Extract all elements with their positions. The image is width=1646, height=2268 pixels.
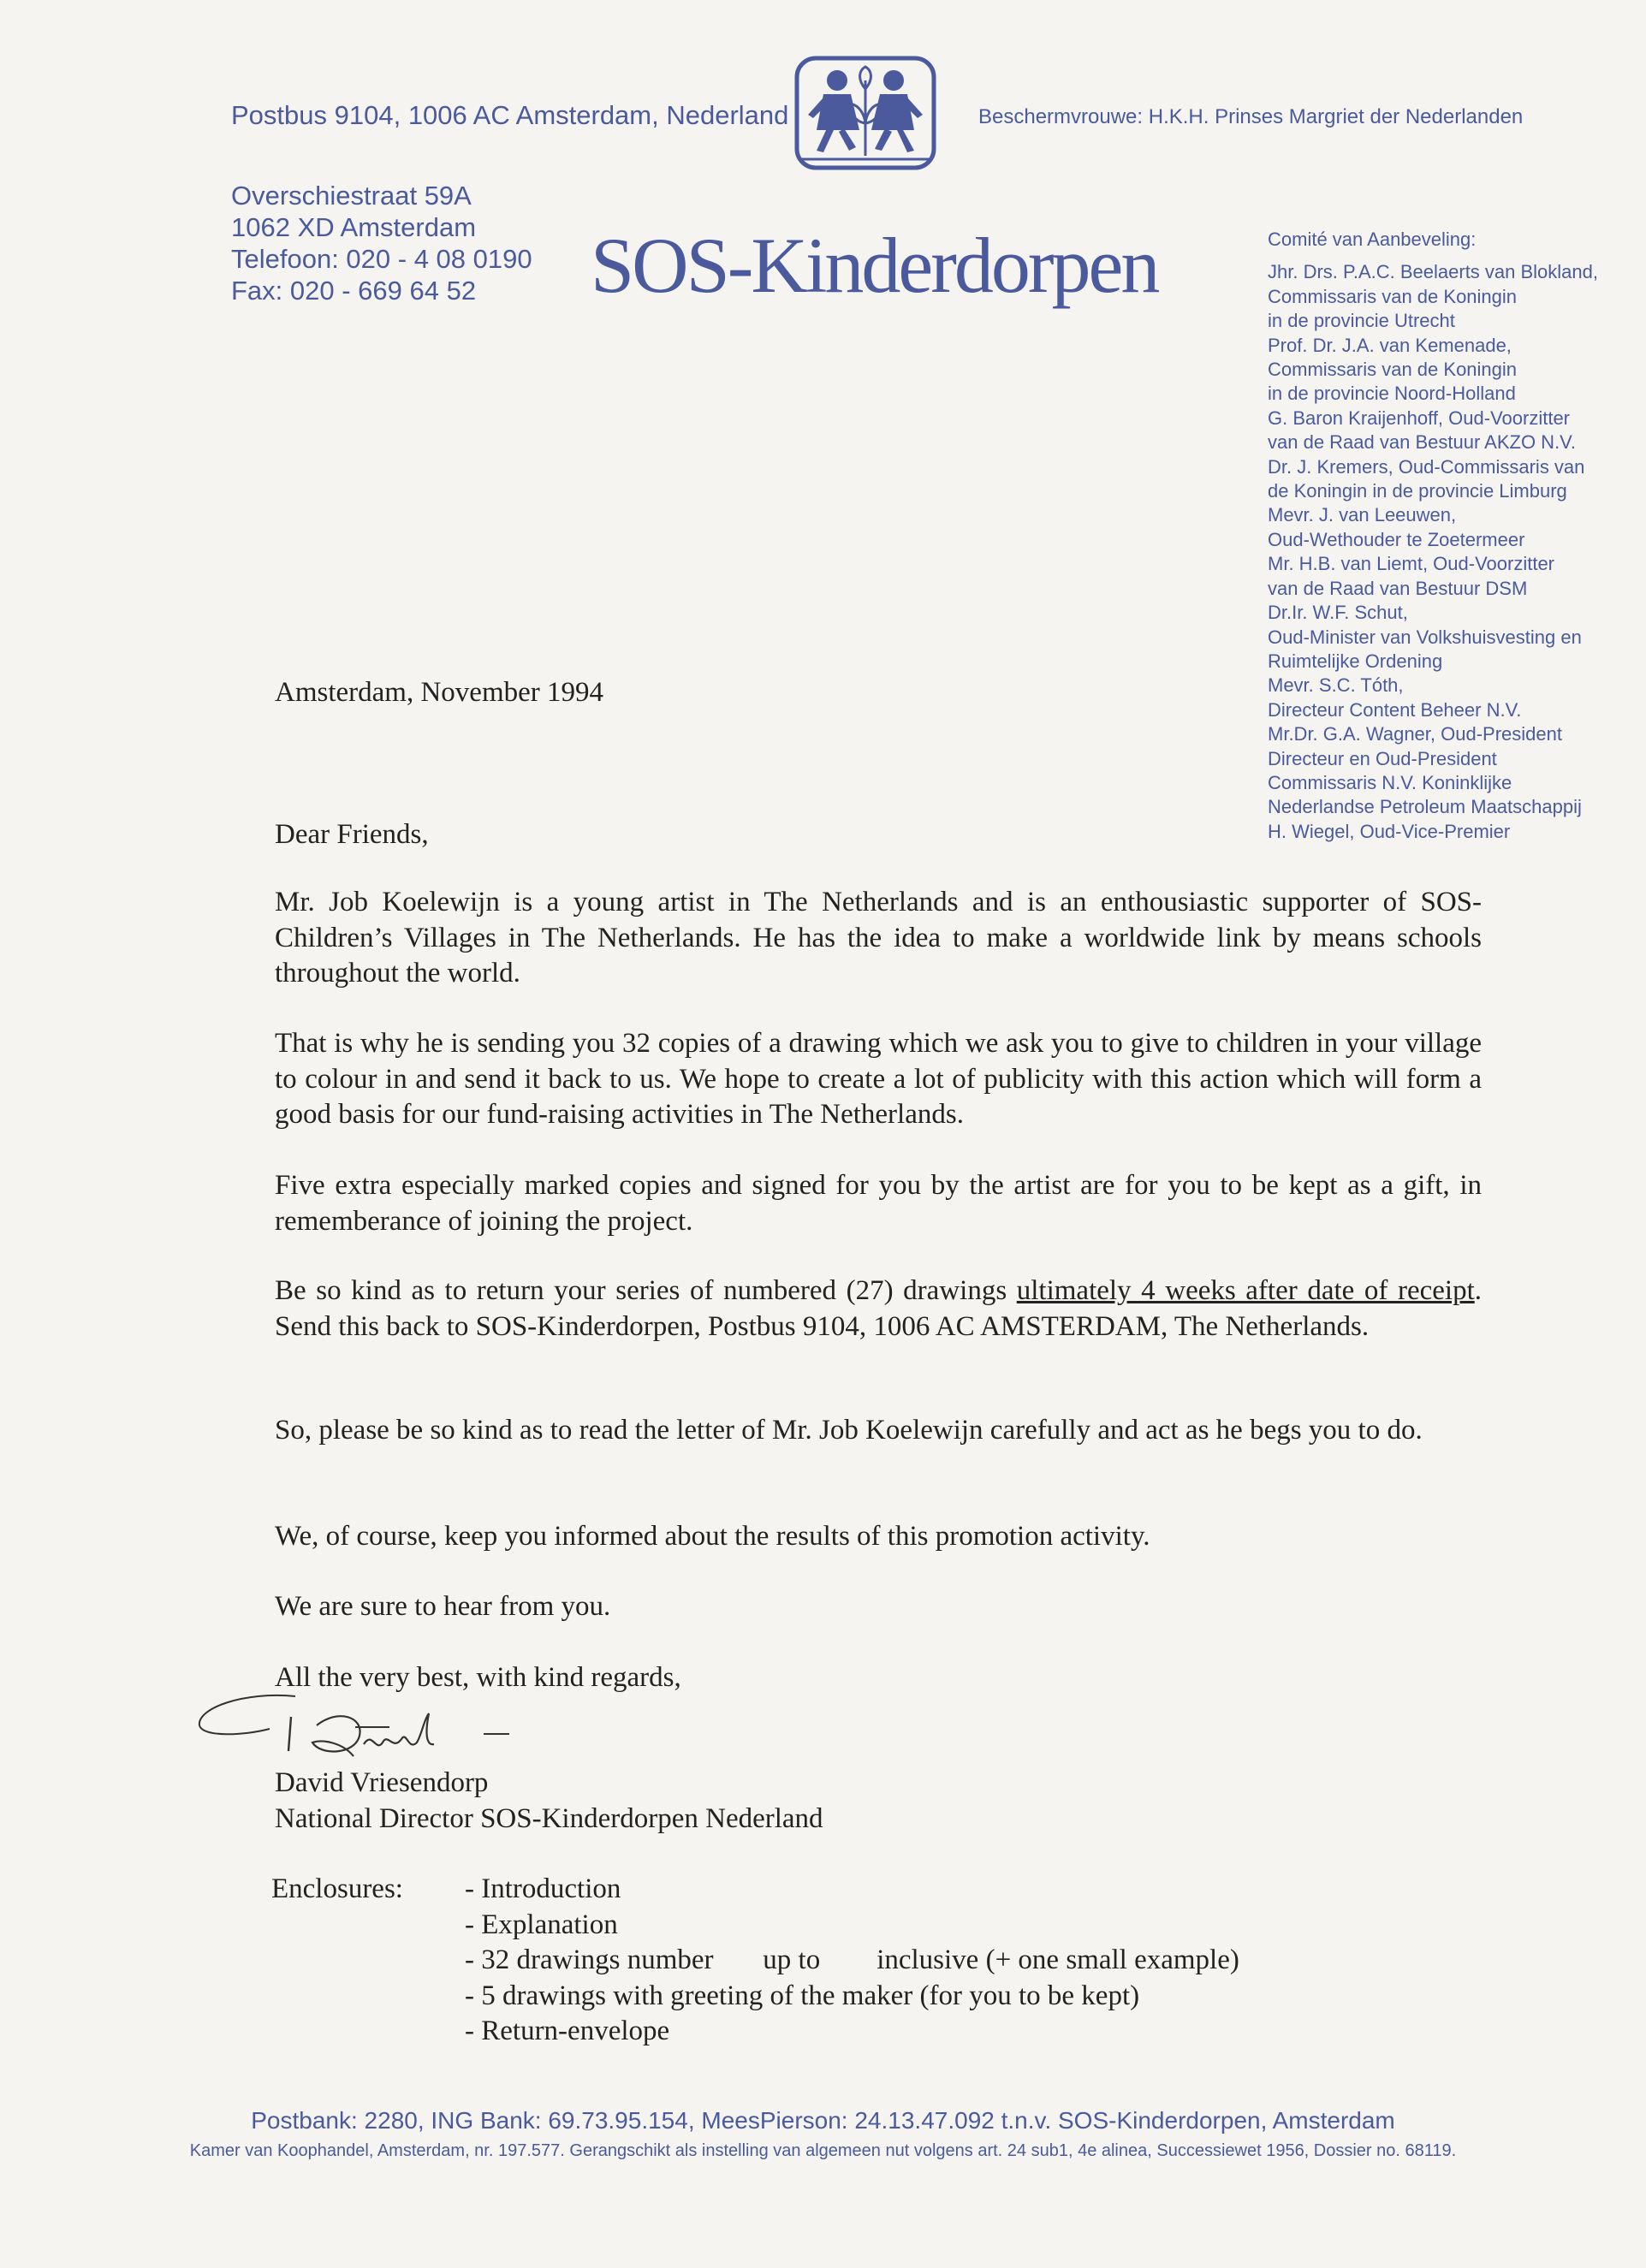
paragraph-7: We are sure to hear from you. [275,1591,611,1622]
committee-line: H. Wiegel, Oud-Vice-Premier [1268,820,1511,842]
handwritten-signature [193,1683,578,1777]
salutation: Dear Friends, [275,819,429,850]
sos-children-logo-icon [793,55,938,176]
address-city: 1062 XD Amsterdam [231,212,477,242]
address-phone: Telefoon: 020 - 4 08 0190 [231,244,532,274]
enclosure-item: - 5 drawings with greeting of the maker (for you to be kept) [465,1980,1140,2011]
committee-line: Directeur Content Beheer N.V. [1268,698,1522,721]
paragraph-1: Mr. Job Koelewijn is a young artist in The Netherlands and is an enthousiastic supporter of SOS-Children’s Villages in The Netherlands. He has the idea to make a worldwide link by means schools throughout the world. [275,887,1482,989]
return-deadline: ultimately 4 weeks after date of receipt [1016,1275,1475,1306]
paragraph-5: So, please be so kind as to read the letter of Mr. Job Koelewijn carefully and act as he begs you to do. [275,1415,1423,1446]
committee-line: in de provincie Noord-Holland [1268,383,1516,405]
committee-line: Mevr. S.C. Tóth, [1268,674,1404,697]
brand-name: SOS-Kinderdorpen [591,222,1158,309]
paragraph-4-start: Be so kind as to return your series of numbered (27) drawings [275,1275,1017,1306]
committee-of-recommendation [1268,228,1598,844]
committee-line: Mr. H.B. van Liemt, Oud-Voorzitter [1268,553,1555,575]
patron-line: Beschermvrouwe: H.K.H. Prinses Margriet der Nederlanden [978,105,1524,128]
committee-heading: Comité van Aanbeveling: [1268,229,1477,250]
committee-line: G. Baron Kraijenhoff, Oud-Voorzitter [1268,407,1570,429]
enclosures-list [465,1872,1239,2050]
committee-line: Directeur en Oud-President [1268,747,1497,769]
committee-line: van de Raad van Bestuur DSM [1268,577,1528,599]
enclosure-item: - Return-envelope [465,2016,670,2046]
enclosure-item: - 32 drawings number up to inclusive (+ one small example) [465,1944,1239,1975]
enclosure-item: - Explanation [465,1909,618,1940]
committee-line: Dr.Ir. W.F. Schut, [1268,602,1408,624]
signer-name: David Vriesendorp [275,1767,489,1798]
postal-address: Postbus 9104, 1006 AC Amsterdam, Nederland [231,100,789,130]
committee-line: Commissaris van de Koningin [1268,359,1518,381]
committee-line: Commissaris N.V. Koninklijke [1268,771,1512,793]
committee-line: Commissaris van de Koningin [1268,285,1518,307]
paragraph-4-end: . Send this back to SOS-Kinderdorpen, Postbus 9104, 1006 AC AMSTERDAM, The Netherlands. [275,1275,1482,1342]
enclosure-item: - Introduction [465,1873,621,1904]
committee-line: van de Raad van Bestuur AKZO N.V. [1268,431,1576,454]
letter-date: Amsterdam, November 1994 [275,677,603,708]
paragraph-4 [275,1274,1482,1345]
committee-line: Oud-Minister van Volkshuisvesting en [1268,626,1582,648]
address-street: Overschiestraat 59A [231,181,472,211]
committee-line: Jhr. Drs. P.A.C. Beelaerts van Blokland, [1268,261,1598,283]
paragraph-2: That is why he is sending you 32 copies of a drawing which we ask you to give to children in your village to colour in and send it back to us. We hope to create a lot of publicity with this action which will form a good basis for our fund-raising activities in The Netherlands. [275,1028,1482,1130]
enclosures-label: Enclosures: [271,1873,403,1904]
footer-registry-line: Kamer van Koophandel, Amsterdam, nr. 197.577. Gerangschikt als instelling van algemeen nut volgens art. 24 sub1, 4e alinea, Successiewet 1956, Dossier no. 68119. [189,2141,1457,2160]
closing: All the very best, with kind regards, [275,1662,681,1693]
committee-line: Nederlandse Petroleum Maatschappij [1268,796,1582,818]
committee-line: Ruimtelijke Ordening [1268,650,1443,672]
address-fax: Fax: 020 - 669 64 52 [231,276,477,306]
footer-bank-line: Postbank: 2280, ING Bank: 69.73.95.154, MeesPierson: 24.13.47.092 t.n.v. SOS-Kinderdorpen, Amsterdam [251,2107,1395,2134]
committee-line: de Koningin in de provincie Limburg [1268,480,1567,502]
visit-address [231,180,532,306]
paragraph-3: Five extra especially marked copies and signed for you by the artist are for you to be kept as a gift, in rememberance of joining the project. [275,1170,1482,1237]
paragraph-6: We, of course, keep you informed about the results of this promotion activity. [275,1521,1150,1552]
signer-title: National Director SOS-Kinderdorpen Nederland [275,1803,823,1834]
committee-line: in de provincie Utrecht [1268,310,1455,332]
committee-line: Oud-Wethouder te Zoetermeer [1268,528,1525,550]
committee-line: Mr.Dr. G.A. Wagner, Oud-President [1268,723,1562,745]
committee-line: Prof. Dr. J.A. van Kemenade, [1268,334,1512,356]
committee-line: Mevr. J. van Leeuwen, [1268,504,1457,526]
committee-line: Dr. J. Kremers, Oud-Commissaris van [1268,455,1585,478]
